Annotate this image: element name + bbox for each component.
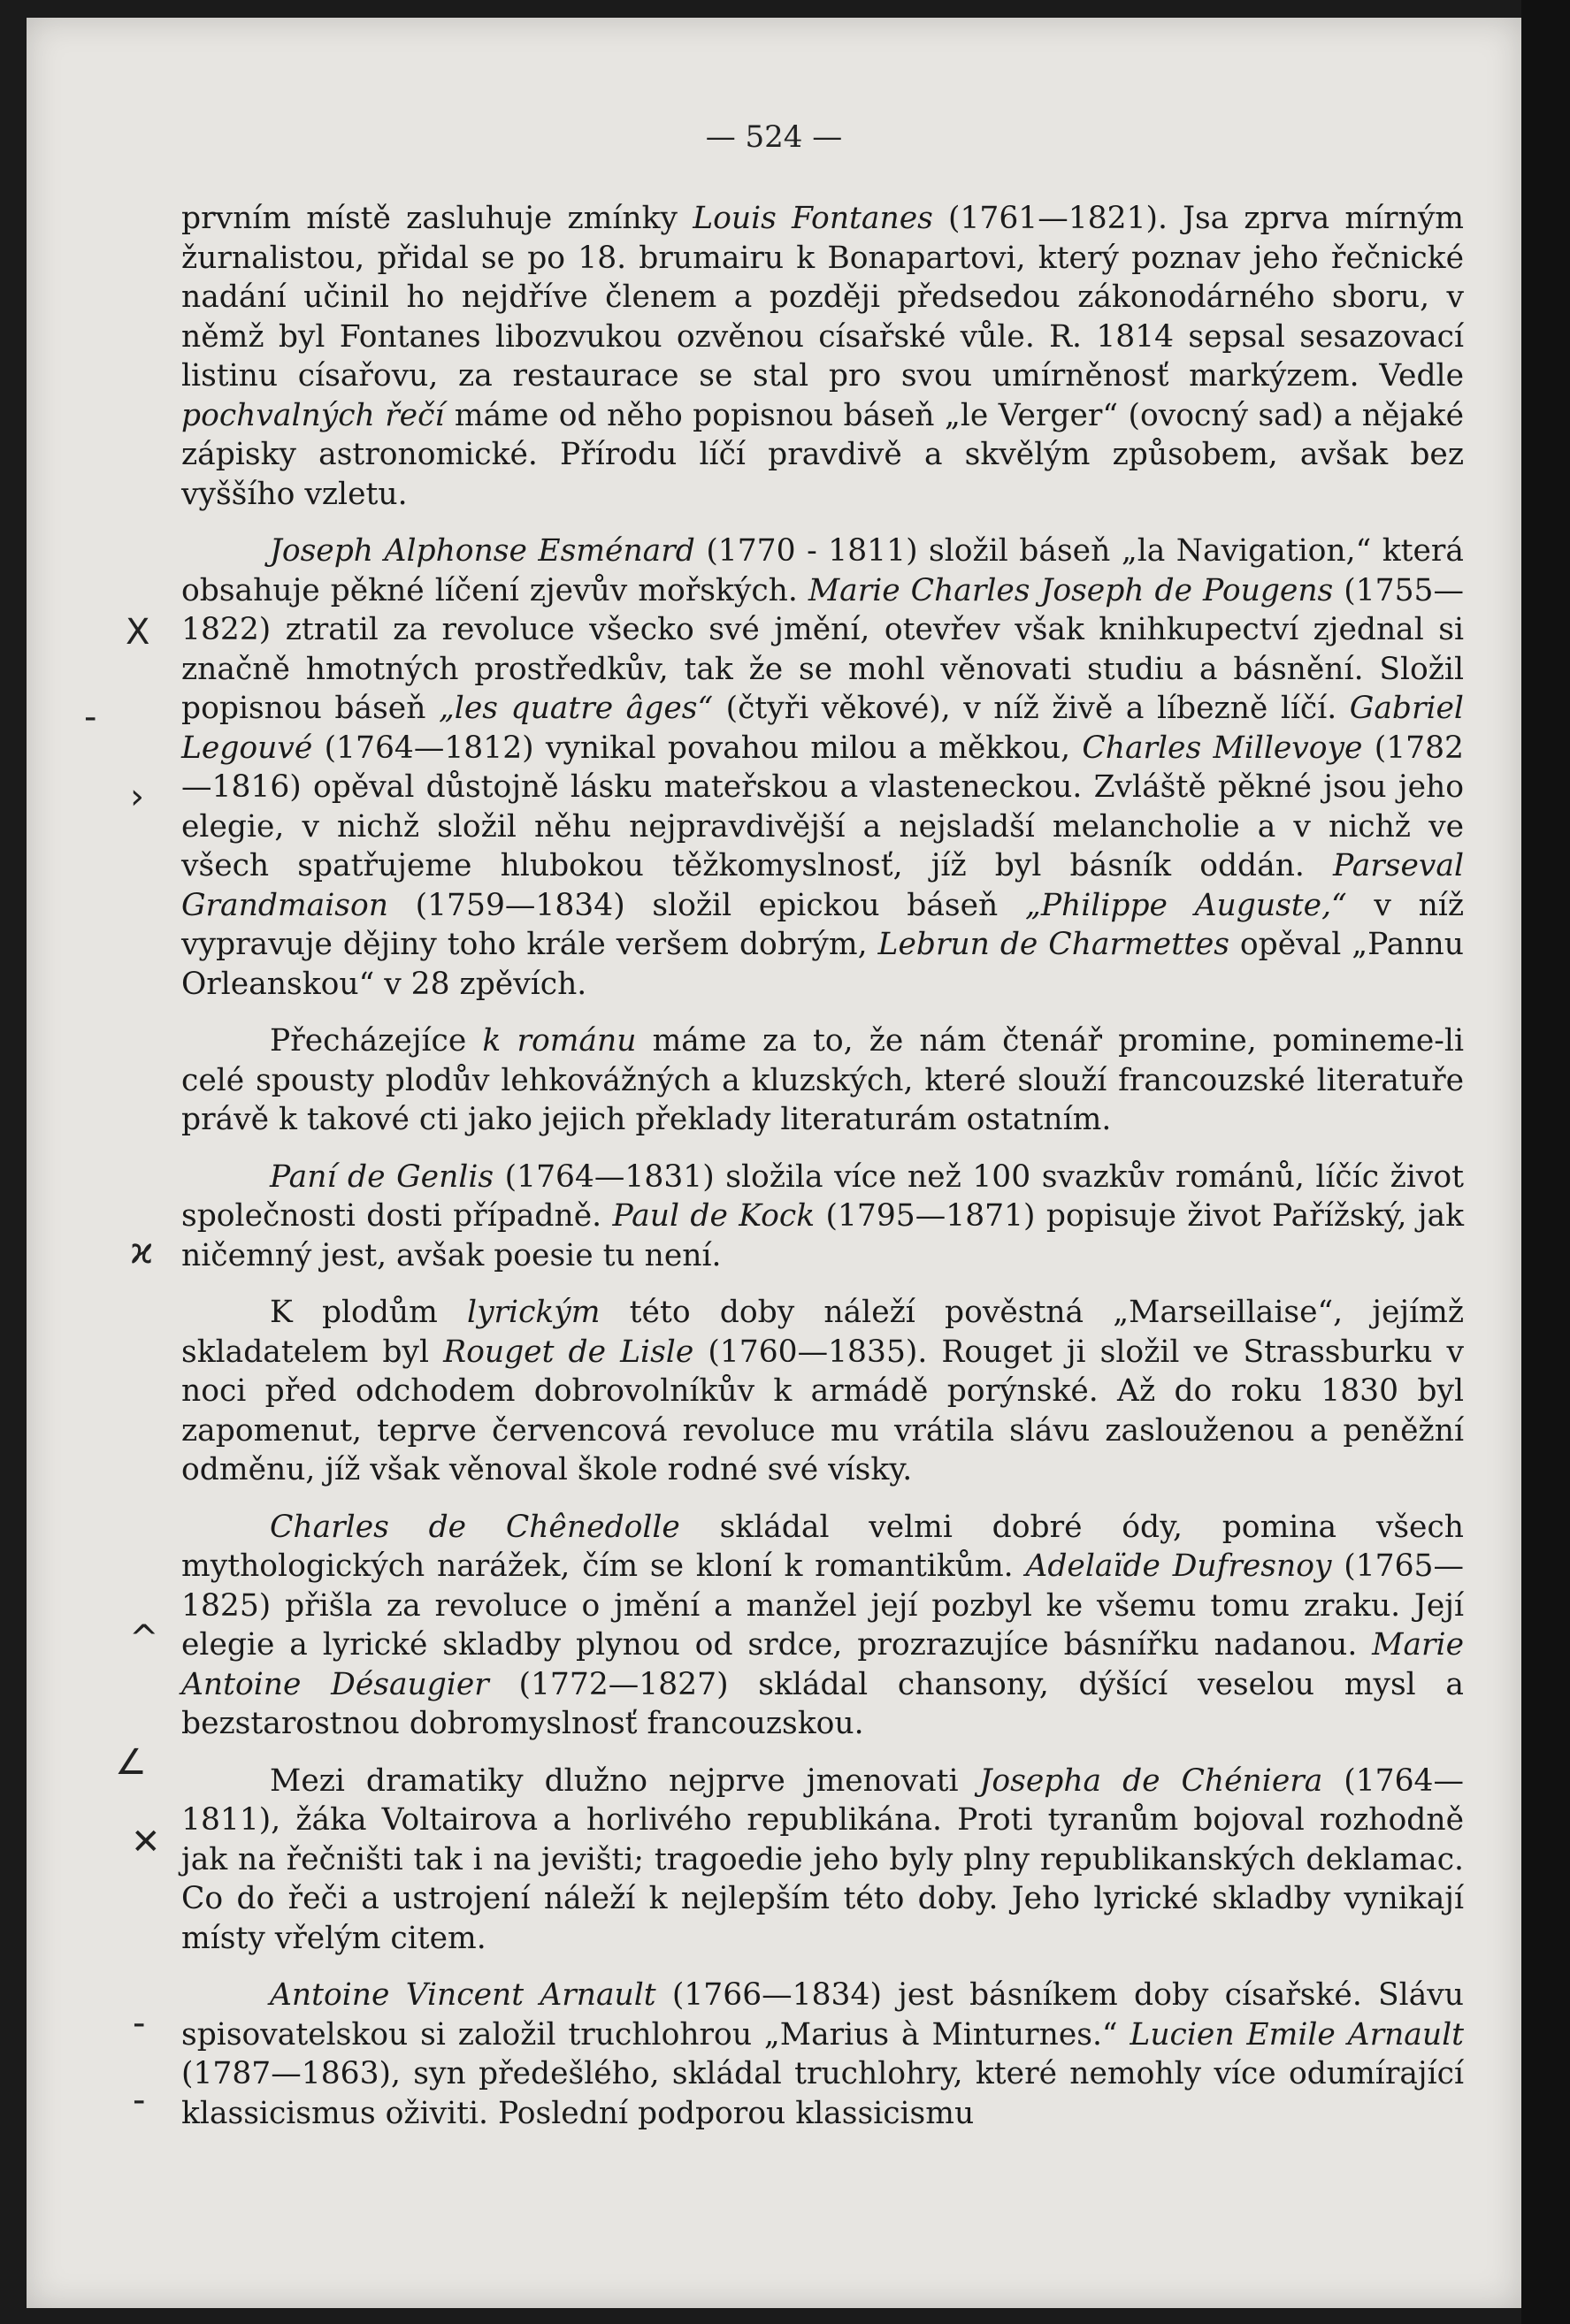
text-run: (1759—1834) složil epickou báseň [387, 887, 1025, 923]
margin-mark: - [133, 2003, 146, 2044]
italic-name: Joseph Alphonse Esménard [270, 533, 695, 569]
text-run: (1765—1825) přišla za revoluce o jmění a manžel její pozbyl ke všemu tomu zraku. Její elegie a lyrické skladby plynou od srdce, prozrazujíce básnířku nadanou. [181, 1548, 1464, 1663]
margin-mark: ϰ [130, 1231, 154, 1272]
text-run: (1764—1811), žáka Voltairova a horlivého republikána. Proti tyranům bojoval rozhodně jak na řečništi tak i na jevišti; tragoedie jeho byly plny republikanských deklamac. Co do řeči a ustrojení náleží k nejlepším této doby. Jeho lyrické skladby vynikají místy vřelým citem. [181, 1762, 1465, 1956]
italic-name: Lebrun de Charmettes [877, 927, 1229, 962]
italic-name: Paul de Kock [612, 1198, 816, 1234]
italic-name: Josepha de Chéniera [979, 1762, 1323, 1799]
text-run: (1755—1822) ztratil za revoluce všecko své jmění, otevřev však knihkupectví zjednal si značně hmotných prostředkův, tak že se mohl věnovati studiu a básnění. Složil popisnou báseň [181, 572, 1465, 726]
margin-mark: ✕ [131, 1822, 161, 1862]
margin-mark: - [84, 697, 97, 738]
text-run: (1766—1834) jest básníkem doby císařské. Slávu spisovatelskou si založil truchlohrou „Marius à Minturnes.“ [181, 1977, 1464, 2053]
text-run: K plodům [270, 1295, 468, 1330]
paragraph-6 [181, 1508, 1464, 1744]
text-run: (1764—1831) složila více než 100 svazkův románů, líčíc život společnosti dosti případně. [181, 1158, 1465, 1234]
margin-mark: - [133, 2080, 146, 2121]
italic-name: Louis Fontanes [693, 201, 933, 236]
paragraph-5 [181, 1293, 1464, 1490]
text-run: skládal velmi dobré ódy, pomina všech mythologických narážek, čím se kloní k romantikům. [181, 1509, 1465, 1584]
text-run: Přecházejíce [270, 1023, 483, 1059]
page-edge-shadow [1521, 0, 1570, 2324]
text-run: (1770 - 1811) složil báseň „la Navigation,“ která obsahuje pěkné líčení zjevův mořských. [181, 533, 1464, 608]
italic-name: Parseval Grandmaison [181, 848, 1464, 923]
text-run: této doby náleží pověstná „Marseillaise“, jejímž skladatelem byl [181, 1295, 1464, 1370]
text-run: (1772—1827) skládal chansony, dýšící veselou mysl a bezstarostnou dobromyslnosť francouzskou. [181, 1666, 1464, 1741]
margin-mark: X [126, 612, 150, 653]
italic-name: Lucien Emile Arnault [1130, 2016, 1464, 2053]
italic-name: lyrickým [467, 1295, 601, 1330]
italic-name: Marie Antoine Désaugier [181, 1627, 1464, 1702]
italic-name: k románu [482, 1023, 637, 1059]
italic-name: Rouget de Lisle [443, 1334, 694, 1370]
text-run: (1761—1821). Jsa zprva mírným žurnalistou, přidal se po 18. brumairu k Bonapartovi, který poznav jeho řečnické nadání učinil ho nejdříve členem a později předsedou zákonodárného sboru, v němž byl Fontanes libozvukou ozvěnou císařské vůle. R. 1814 sepsal sesazovací listinu císařovu, za restaurace se stal pro svou umírněnosť markýzem. Vedle [181, 201, 1465, 394]
page-number: — 524 — [705, 119, 843, 155]
paragraph-4 [181, 1158, 1464, 1276]
italic-name: „les quatre âges“ [438, 691, 714, 726]
paragraph-1 [181, 199, 1464, 514]
text-run: máme za to, že nám čtenář promine, pomineme-li celé spousty plodův lehkovážných a kluzských, které slouží francouzské literatuře právě k takové cti jako jejich překlady literaturám ostatním. [181, 1023, 1464, 1137]
italic-name: Marie Charles Joseph de Pougens [808, 572, 1334, 608]
italic-name: Antoine Vincent Arnault [270, 1977, 656, 2013]
italic-name: Adelaïde Dufresnoy [1025, 1548, 1332, 1584]
margin-mark: › [130, 776, 144, 817]
text-run: (čtyři věkové), v níž živě a líbezně líčí. [713, 691, 1350, 726]
margin-mark: ∠ [115, 1742, 147, 1783]
book-page [27, 18, 1521, 2308]
text-run: Mezi dramatiky dlužno nejprve jmenovati [270, 1762, 980, 1799]
text-run: opěval „Pannu Orleanskou“ v 28 zpěvích. [181, 927, 1464, 1002]
text-run: (1787—1863), syn předešlého, skládal truchlohry, které nemohly více odumírající klassicismus oživiti. Poslední podporou klassicismu [181, 2056, 1464, 2131]
italic-name: pochvalných řečí [181, 397, 445, 433]
italic-name: Paní de Genlis [270, 1158, 494, 1195]
text-run: v níž vypravuje dějiny toho krále veršem dobrým, [181, 887, 1465, 962]
paragraph-8 [181, 1976, 1464, 2133]
italic-name: Charles Millevoye [1082, 730, 1363, 766]
text-run: prvním místě zasluhuje zmínky [181, 201, 693, 236]
paragraph-3 [181, 1021, 1464, 1140]
text-run: (1760—1835). Rouget ji složil ve Strassburku v noci před odchodem dobrovolníkův k armádě porýnské. Až do roku 1830 byl zapomenut, teprve červencová revoluce mu vrátila slávu zaslouženou a peněžní odměnu, jíž však věnoval škole rodné své vísky. [181, 1334, 1465, 1487]
paragraph-7 [181, 1762, 1464, 1959]
italic-name: Charles de Chênedolle [270, 1509, 680, 1545]
text-run: (1795—1871) popisuje život Pařížský, jak ničemný jest, avšak poesie tu není. [181, 1198, 1464, 1273]
text-run: máme od něho popisnou báseň „le Verger“ (ovocný sad) a nějaké zápisky astronomické. Přírodu líčí pravdivě a skvělým způsobem, avšak bez vyššího vzletu. [181, 397, 1464, 512]
text-run: (1782—1816) opěval důstojně lásku mateřskou a vlasteneckou. Zvláště pěkné jsou jeho elegie, v nichž složil něhu nejpravdivější a nejsladší melancholie a v nichž ve všech spatřujeme hlubokou těžkomyslnosť, jíž byl básník oddán. [181, 730, 1464, 883]
paragraph-2 [181, 531, 1464, 1004]
italic-name: Gabriel Legouvé [181, 691, 1464, 766]
margin-mark: ^ [129, 1618, 159, 1659]
text-run: (1764—1812) vynikal povahou milou a měkkou, [312, 730, 1083, 766]
italic-name: „Philippe Auguste,“ [1024, 887, 1347, 923]
body-text [181, 199, 1464, 2151]
